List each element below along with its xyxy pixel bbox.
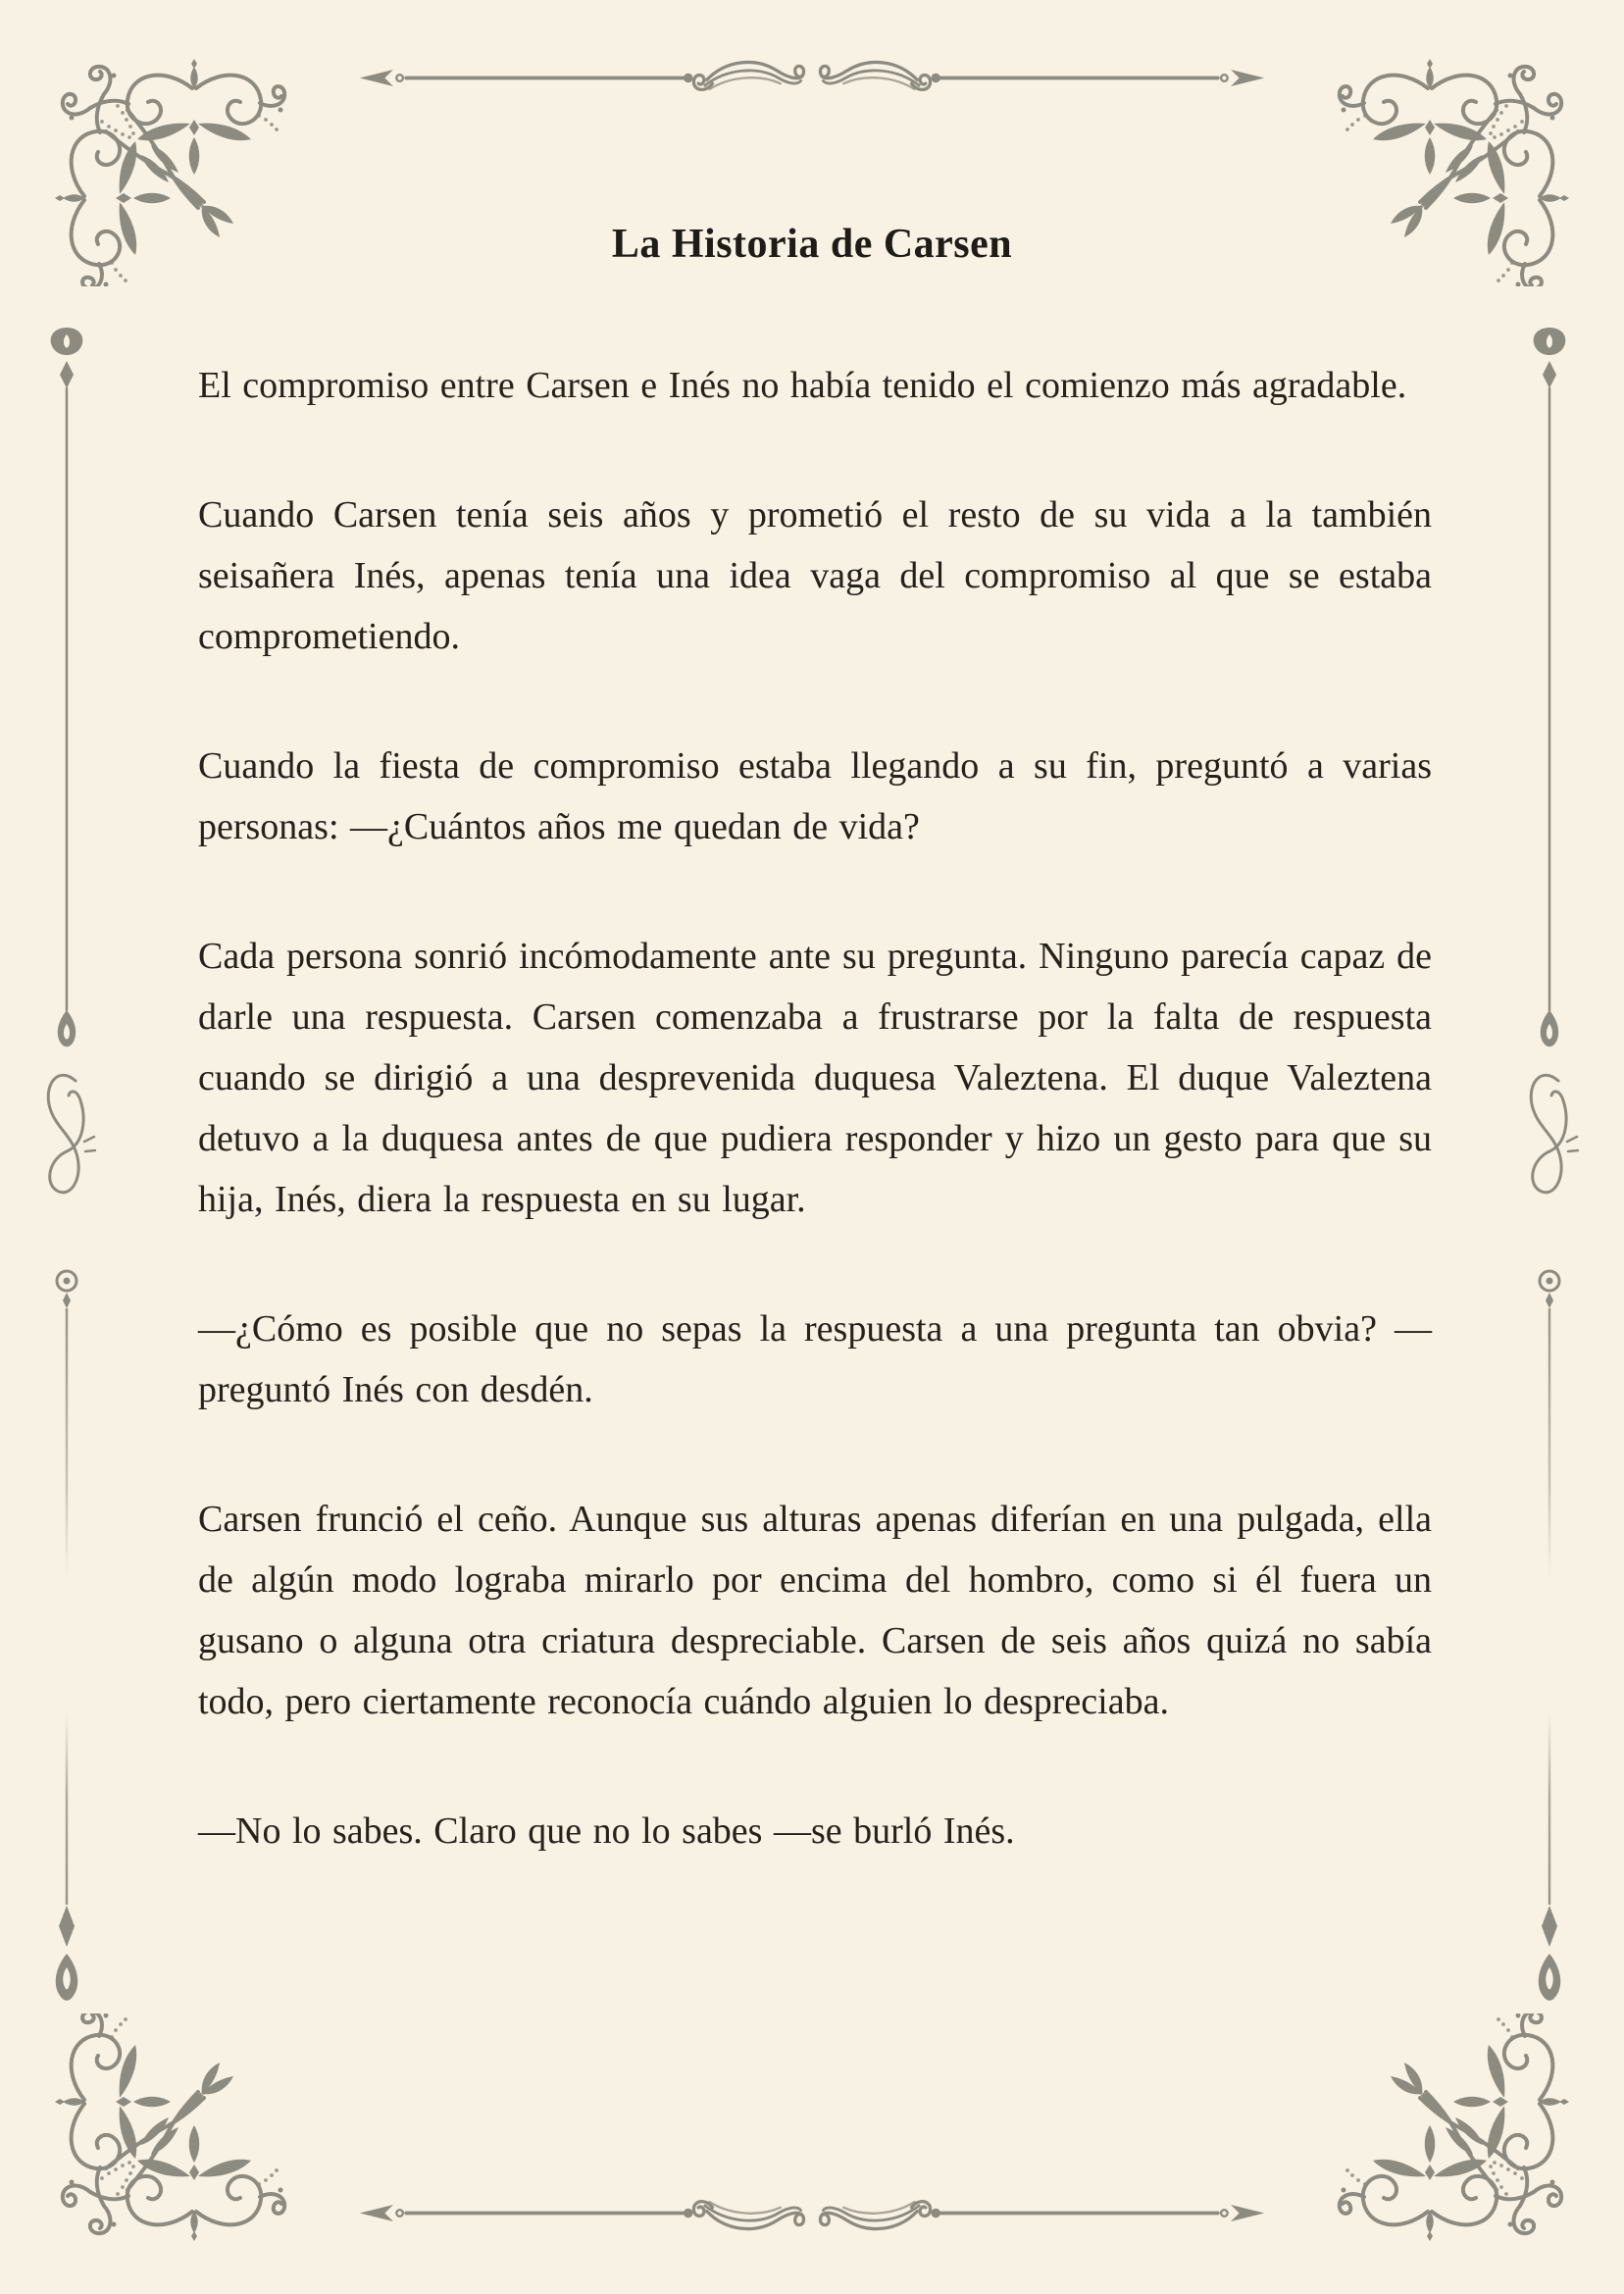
story-paragraph: Cuando Carsen tenía seis años y prometió el resto de su vida a la también seisañera Inés, apenas tenía una idea vaga del compromiso al que se estaba comprometiendo. [198, 494, 1432, 657]
page-title: La Historia de Carsen [611, 222, 1013, 267]
story-paragraph: Carsen frunció el ceño. Aunque sus alturas apenas diferían en una pulgada, ella de algún modo lograba mirarlo por encima del hombro, como si él fuera un gusano o alguna otra criatura despreciable. Carsen de seis años quizá no sabía todo, pero ciertamente reconocía cuándo alguien lo despreciaba. [198, 1499, 1432, 1722]
story-text [198, 355, 1432, 1861]
story-paragraph: —No lo sabes. Claro que no lo sabes —se burló Inés. [198, 1810, 1015, 1852]
edge-rod-ornament-icon [1528, 324, 1579, 2011]
edge-rod-ornament-icon [45, 324, 96, 2011]
corner-flourish-icon [1334, 2014, 1569, 2241]
arrow-swirl-divider-icon [356, 50, 1268, 106]
arrow-swirl-divider-icon [356, 2185, 1268, 2241]
story-paragraph: Cada persona sonrió incómodamente ante su pregunta. Ninguno parecía capaz de darle una respuesta. Carsen comenzaba a frustrarse por la falta de respuesta cuando se dirigió a una desprevenida duquesa Valeztena. El duque Valeztena detuvo a la duquesa antes de que pudiera responder y hizo un gesto para que su hija, Inés, diera la respuesta en su lugar. [198, 936, 1432, 1220]
story-paragraph: El compromiso entre Carsen e Inés no había tenido el comienzo más agradable. [198, 365, 1407, 406]
corner-flourish-icon [55, 2014, 290, 2241]
story-paragraph: Cuando la fiesta de compromiso estaba llegando a su fin, preguntó a varias personas: —¿Cuántos años me quedan de vida? [198, 745, 1432, 847]
story-paragraph: —¿Cómo es posible que no sepas la respuesta a una pregunta tan obvia? —preguntó Inés con desdén. [198, 1308, 1432, 1410]
